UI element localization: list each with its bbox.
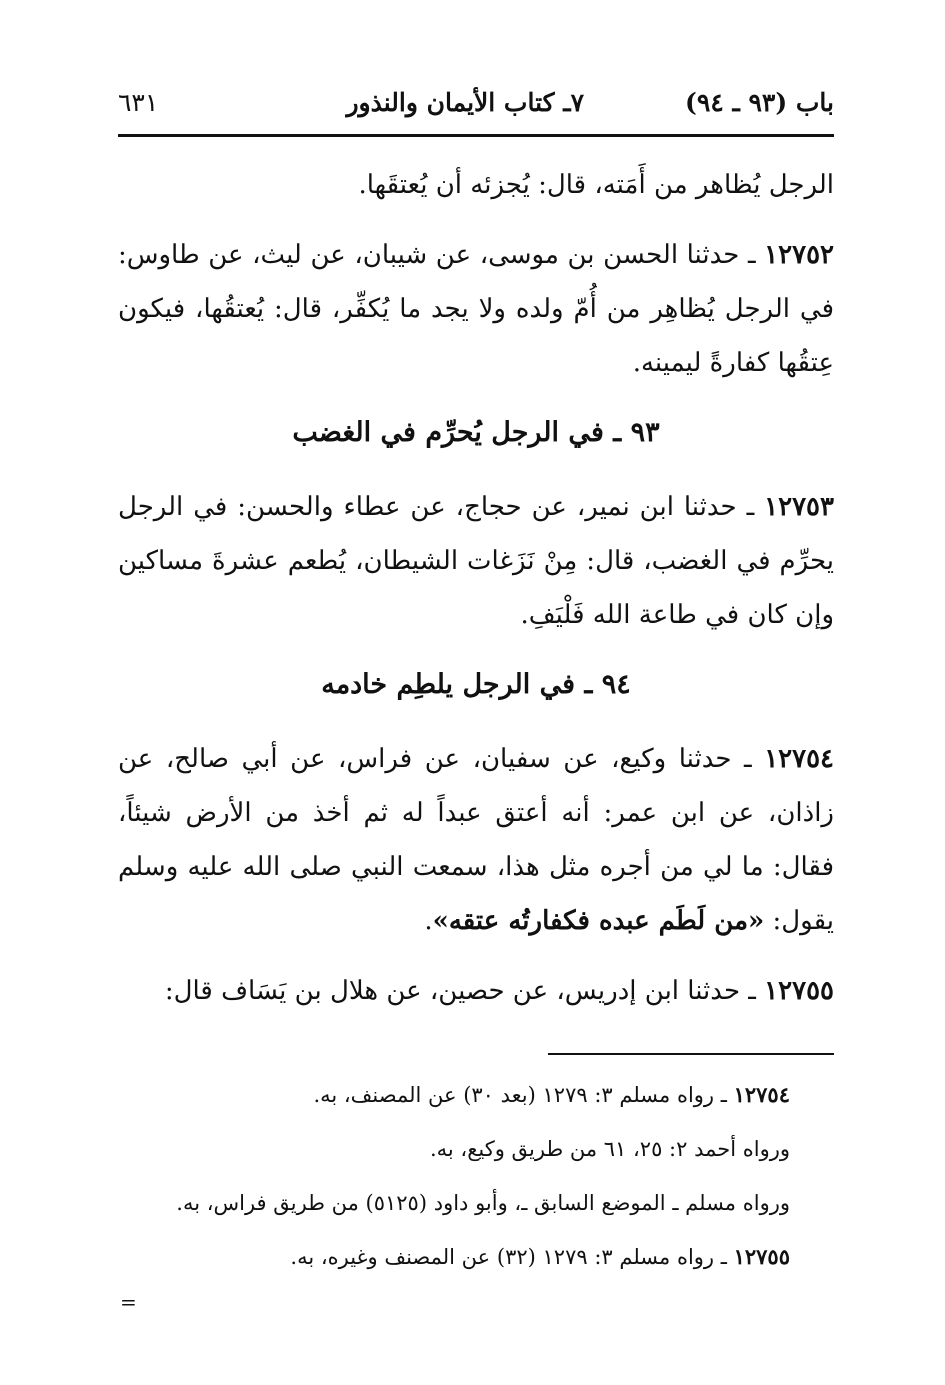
- footnote: [118, 1068, 790, 1122]
- footnote-number: ١٢٧٥٥: [733, 1244, 790, 1269]
- hadith-12754: [118, 732, 834, 948]
- dash: ـ: [731, 744, 752, 774]
- dash: ـ: [736, 492, 755, 522]
- hadith-number: ١٢٧٥٤: [764, 744, 835, 774]
- footnote-text: ورواه مسلم ـ الموضع السابق ـ، وأبو داود (٥١٢٥) من طريق فراس، به.: [176, 1191, 790, 1215]
- footnote-rule: [548, 1053, 834, 1055]
- running-header: [118, 88, 834, 130]
- paragraph-text: الرجل يُظاهر من أَمَته، قال: يُجزئه أن يُعتقَها.: [358, 170, 834, 200]
- footnote: [118, 1176, 790, 1230]
- page-number: ٦٣١: [118, 88, 159, 117]
- hadith-12753: [118, 480, 834, 642]
- hadith-number: ١٢٧٥٥: [764, 976, 834, 1006]
- footnote-text: ورواه أحمد ٢: ٢٥، ٦١ من طريق وكيع، به.: [429, 1137, 790, 1161]
- section-heading-93: ٩٣ ـ في الرجل يُحرِّم في الغضب: [292, 417, 660, 448]
- footnote: [118, 1230, 790, 1284]
- sentence-end: .: [424, 906, 433, 936]
- dash: ـ: [714, 1245, 727, 1269]
- paragraph-continuation: [118, 158, 834, 212]
- hadith-12752: [118, 228, 834, 390]
- hadith-number: ١٢٧٥٣: [764, 492, 834, 522]
- main-text: [118, 158, 834, 1034]
- chapter-range: باب (٩٣ ـ ٩٤): [685, 88, 834, 117]
- hadith-text: حدثنا الحسن بن موسى، عن شيبان، عن ليث، عن طاوس: في الرجل يُظاهِر من أُمّ ولده ولا يجد ما يُكفِّر، قال: يُعتقُها، فيكون عِتقُها كفارةً ليمينه.: [118, 240, 834, 378]
- dash: ـ: [740, 976, 756, 1006]
- dash: ـ: [714, 1083, 727, 1107]
- footnote-number: ١٢٧٥٤: [733, 1082, 790, 1107]
- hadith-number: ١٢٧٥٢: [764, 240, 834, 270]
- hadith-text: حدثنا ابن إدريس، عن حصين، عن هلال بن يَسَاف قال:: [164, 976, 741, 1006]
- footnotes: [118, 1068, 790, 1284]
- hadith-text: حدثنا ابن نمير، عن حجاج، عن عطاء والحسن: في الرجل يحرِّم في الغضب، قال: مِنْ نَزَغات الشيطان، يُطعم عشرةَ مساكين وإن كان في طاعة الله فَلْيَفِ.: [118, 492, 834, 630]
- continuation-mark: =: [120, 1290, 137, 1314]
- footnote-text: رواه مسلم ٣: ١٢٧٩ (٣٢) عن المصنف وغيره، به.: [290, 1245, 715, 1269]
- book-title: ٧ـ كتاب الأيمان والنذور: [346, 88, 584, 117]
- hadith-text: حدثنا وكيع، عن سفيان، عن فراس، عن أبي صالح، عن زاذان، عن ابن عمر: أنه أعتق عبداً له ثم أخذ من الأرض شيئاً، فقال: ما لي من أجره مثل هذا، سمعت النبي صلى الله عليه وسلم يقول:: [118, 744, 834, 936]
- prophetic-quote: «من لَطَم عبده فكفارتُه عتقه»: [432, 906, 765, 936]
- section-heading-94: ٩٤ ـ في الرجل يلطِم خادمه: [321, 669, 631, 700]
- footnote: [118, 1122, 790, 1176]
- footnote-text: رواه مسلم ٣: ١٢٧٩ (بعد ٣٠) عن المصنف، به.: [313, 1083, 715, 1107]
- dash: ـ: [739, 240, 756, 270]
- header-rule: [118, 134, 834, 137]
- hadith-12755: [118, 964, 834, 1018]
